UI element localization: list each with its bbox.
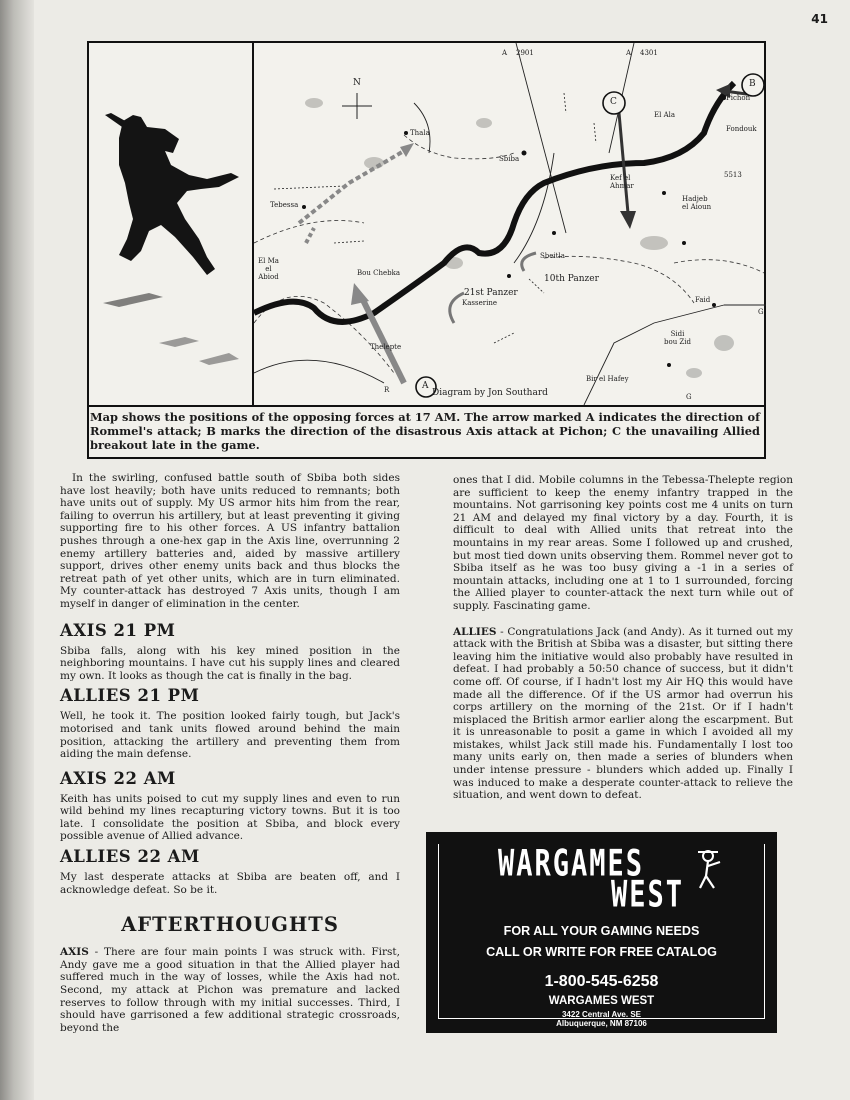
ad-catalog-line: CALL OR WRITE FOR FREE CATALOG [486, 945, 717, 959]
paragraph-allies-22am: My last desperate attacks at Sbiba are beaten off, and I acknowledge defeat. So be it. [60, 871, 400, 896]
paragraph-afterthoughts-axis [60, 946, 400, 1034]
ad-tagline: FOR ALL YOUR GAMING NEEDS [503, 924, 700, 938]
paragraph-afterthoughts-allies [453, 626, 793, 802]
map-figure [87, 41, 766, 459]
paragraph-allies-21pm: Well, he took it. The position looked fairly tough, but Jack's motorised and tank units flowed around behind the main position, attacking the artillery and preventing them from aiding the main defense. [60, 710, 400, 761]
edge-label: A [626, 49, 632, 57]
town-label: Thala [410, 129, 430, 137]
town-label: Thelepte [370, 343, 402, 351]
town-label: El Ma el Abiod [258, 257, 279, 281]
paragraph-axis-21pm: Sbiba falls, along with his key mined position in the neighboring mountains. I have cut his supply lines and cleared my own. It looks as though the cat is finally in the bag. [60, 644, 400, 682]
edge-label: R [384, 386, 390, 394]
diagram-credit: Diagram by Jon Southard [432, 388, 548, 398]
town-label: Pichon [726, 94, 751, 102]
town-label: El Ala [654, 111, 676, 119]
heading-axis-22am: AXIS 22 AM [60, 768, 176, 788]
ad-address-street: 3422 Central Ave. SE [561, 1010, 641, 1019]
hex-label: 5513 [724, 171, 742, 179]
edge-label: A [502, 49, 508, 57]
axis-lead: AXIS [60, 946, 89, 959]
continued-paragraph: ones that I did. Mobile columns in the Tebessa-Thelepte region are sufficient to keep the enemy infantry trapped in the mountains. Not garrisoning key points cost me 4 units on turn 21 AM and delayed my final victory by a day. Fourth, it is difficult to deal with Allied units that retreat into the mountains in my rear areas. Some I followed up and crushed, but most tied down units observing them. Rommel never got to Sbiba itself as he was too busy giving a -1 in a series of mountain attacks, including one at 1 to 1 surrounded, forcing the Allied player to counter-attack the next turn while out of supply. Fascinating game. [453, 474, 793, 612]
figure-caption: Map shows the positions of the opposing forces at 17 AM. The arrow marked A indicates the direction of Rommel's attack; B marks the direction of the disastrous Axis attack at Pichon; C the unavailing Allied breakout late in the game. [89, 405, 764, 457]
heading-allies-22am: ALLIES 22 AM [60, 847, 200, 867]
logo-line-2: WEST [611, 874, 685, 916]
ad-address-city: Albuquerque, NM 87106 [556, 1019, 647, 1028]
logo-line-1: WARGAMES [498, 843, 645, 885]
allies-lead: ALLIES [453, 625, 497, 638]
soldier-photo [89, 43, 252, 405]
town-label: Bir el Hafey [586, 375, 629, 383]
wargames-west-ad [426, 832, 777, 1033]
battle-map [252, 43, 764, 405]
left-column [60, 472, 400, 1034]
intro-paragraph: In the swirling, confused battle south of Sbiba both sides have lost heavily; both have units reduced to remnants; both have units out of supply. My US armor hits him from the rear, failing to overrun his artillery, but at least preventing it giving supporting fire to his other forces. A US infantry battalion pushes through a one-hex gap in the Axis line, overrunning 2 enemy artillery batteries and, aided by massive artillery support, drives other enemy units back and thus blocks the retreat path of yet other units, which are in turn eliminated. My counter-attack has destroyed 7 Axis units, though I am myself in danger of elimination in the center. [60, 472, 400, 610]
hex-label: 2901 [516, 49, 534, 57]
axis-afterthought-text: - There are four main points I was struck with. First, Andy gave me a good situation in that the Allied player had suffered much in the way of losses, while the Axis had not. Second, my attack at Pichon was premature and lacked reserves to follow through with my initial successes. Third, I should have garrisoned a few additional strategic crossroads, beyond the [60, 946, 400, 1034]
heading-allies-21pm: ALLIES 21 PM [60, 686, 200, 706]
binding-shadow [0, 0, 34, 1100]
right-column [453, 474, 793, 802]
allies-afterthought-text: - Congratulations Jack (and Andy). As it turned out my attack with the British at Sbiba was a disaster, but sitting there leaving him the initiative would also probably have resulted in defeat. I had probably a 50:50 chance of success, but it didn't come off. Of course, if I hadn't lost my Air HQ this would have made all the difference. Of if the US armor had overrun his corps artillery on the morning of the 21st. Or if I hadn't misplaced the British armor earlier along the escarpment. But it is unreasonable to posit a game in which I avoided all my mistakes, whilst Jack still made his. Fundamentally I lost too many units early on, then made a series of blunders when under intense pressure - blunders which added up. Finally I was induced to make a desperate counter-attack to relieve the situation, and went down to defeat. [453, 625, 793, 802]
marker-a-label: A [422, 381, 429, 391]
town-label: Sbiba [499, 155, 520, 163]
town-label: Kasserine [462, 299, 497, 307]
heading-axis-21pm: AXIS 21 PM [60, 620, 176, 640]
edge-label: G [758, 308, 764, 316]
paragraph-axis-22am: Keith has units poised to cut my supply lines and even to run wild behind my lines recapturing victory towns. But it is too late. I consolidate the position at Sbiba, and block every possible avenue of Allied advance. [60, 792, 400, 843]
ad-company-name: WARGAMES WEST [548, 995, 655, 1007]
town-label: Faid [695, 296, 711, 304]
town-label: Sbeitla [540, 252, 565, 260]
marker-b-label: B [749, 79, 756, 89]
ad-phone: 1-800-545-6258 [544, 973, 659, 990]
unit-label: 21st Panzer [464, 288, 518, 298]
hex-label: 4301 [640, 49, 658, 57]
town-label: Sidi bou Zid [664, 330, 692, 346]
town-label: Bou Chebka [357, 269, 400, 277]
town-label: Kef el Ahmar [610, 174, 634, 190]
marker-c-label: C [610, 97, 617, 107]
cowboy-logo-icon [694, 846, 726, 890]
unit-label: 10th Panzer [544, 274, 599, 284]
town-label: Tebessa [270, 201, 299, 209]
town-label: Hadjeb el Aioun [682, 195, 712, 211]
page-number: 41 [811, 12, 828, 26]
town-label: Fondouk [726, 125, 757, 133]
edge-label: G [686, 393, 692, 401]
north-label: N [353, 78, 361, 88]
heading-afterthoughts: AFTERTHOUGHTS [121, 913, 339, 937]
